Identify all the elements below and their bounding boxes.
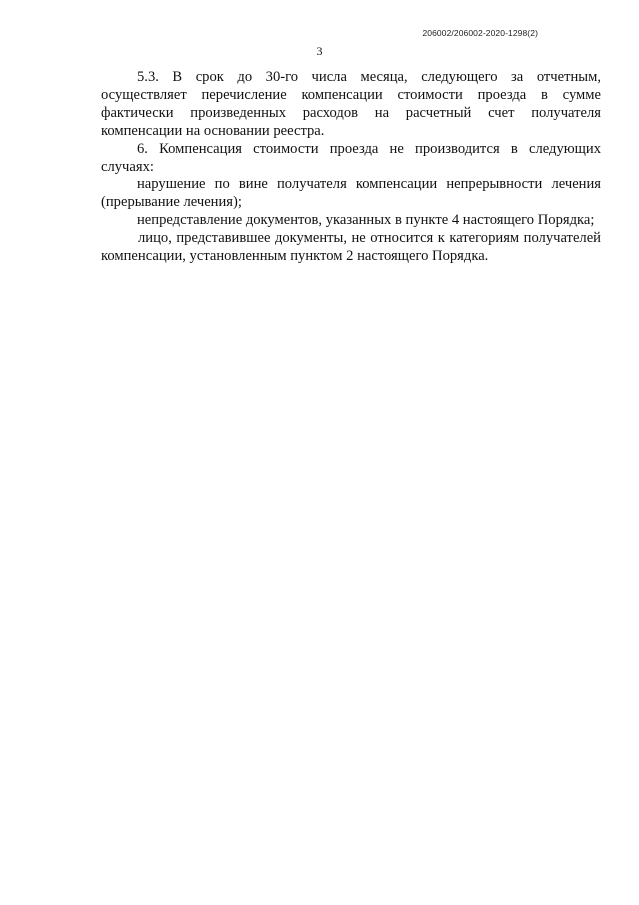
page-number: 3 xyxy=(316,44,323,58)
document-registration-number: 206002/206002-2020-1298(2) xyxy=(422,28,538,38)
list-item-not-eligible-category: лицо, представившее документы, не относится к категориям получателей компенсации, установленным пунктом 2 настоящего Порядка. xyxy=(101,230,601,265)
list-item-documents-not-submitted: непредставление документов, указанных в пункте 4 настоящего Порядка; xyxy=(137,212,595,229)
paragraph-6: 6. Компенсация стоимости проезда не производится в следующих случаях: xyxy=(101,140,601,175)
document-body xyxy=(101,69,601,266)
paragraph-5-3: 5.3. В срок до 30-го числа месяца, следующего за отчетным, осуществляет перечисление компенсации стоимости проезда в сумме фактически произведенных расходов на расчетный счет получателя компенсации на основании реестра. xyxy=(101,69,601,139)
list-item-treatment-interruption: нарушение по вине получателя компенсации непрерывности лечения (прерывание лечения); xyxy=(101,176,601,211)
